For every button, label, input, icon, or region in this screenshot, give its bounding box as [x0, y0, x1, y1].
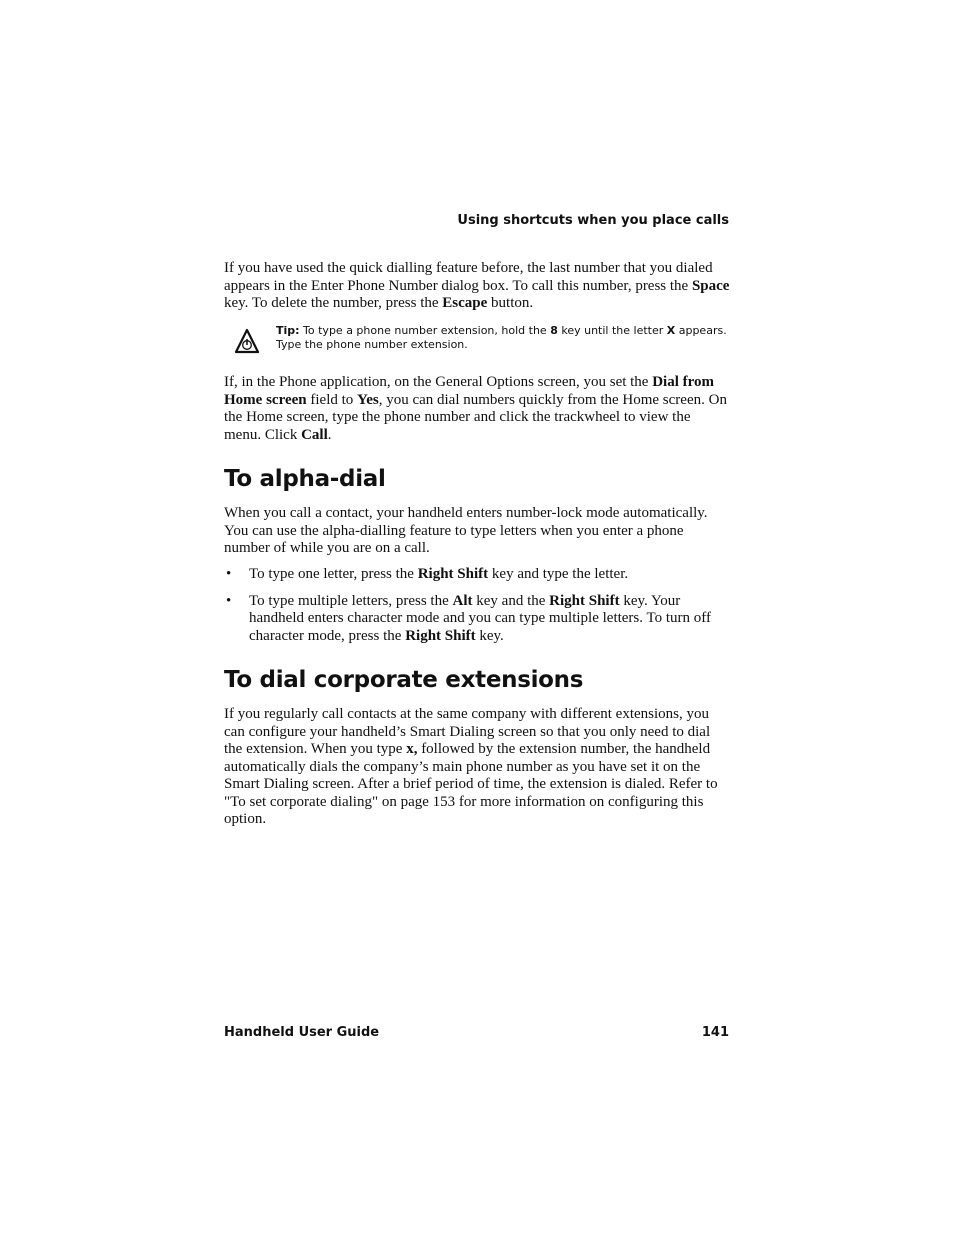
alpha-dial-bullets: [224, 566, 730, 645]
tip-text: Tip: To type a phone number extension, hold the 8 key until the letter X appears. Type the phone number extension.: [276, 324, 727, 351]
heading-alpha-dial: To alpha-dial: [224, 466, 386, 492]
corporate-paragraph: If you regularly call contacts at the same company with different extensions, you can configure your handheld’s Smart Dialing screen so that you only need to dial the extension. When you type x, followed by the extension number, the handheld automatically dials the company’s main phone number as you have set it on the Smart Dialing screen. After a brief period of time, the extension is dialed. Refer to "To set corporate dialing" on page 153 for more information on configuring this option.: [224, 706, 718, 827]
home-dial-paragraph: If, in the Phone application, on the General Options screen, you set the Dial from Home screen field to Yes, you can dial numbers quickly from the Home screen. On the Home screen, type the phone number and click the trackwheel to view the menu. Click Call.: [224, 374, 727, 443]
footer-guide-title: Handheld User Guide: [224, 1025, 380, 1040]
running-header: Using shortcuts when you place calls: [457, 213, 729, 228]
footer-page-number: 141: [701, 1025, 729, 1040]
intro-paragraph: If you have used the quick dialling feature before, the last number that you dialed appears in the Enter Phone Number dialog box. To call this number, press the Space key. To delete the number, press the Escape button.: [224, 260, 730, 311]
list-item: • To type one letter, press the Right Shift key and type the letter.: [226, 566, 629, 582]
heading-corporate-extensions: To dial corporate extensions: [224, 667, 584, 693]
alpha-dial-paragraph: When you call a contact, your handheld enters number-lock mode automatically. You can use the alpha-dialling feature to type letters when you enter a phone number of while you are on a call.: [224, 505, 708, 556]
tip-triangle-icon: [234, 328, 260, 354]
list-item: • To type multiple letters, press the Alt key and the Right Shift key. Your handheld enters character mode and you can type multiple letters. To turn off character mode, press the Right Shift key.: [226, 592, 711, 644]
